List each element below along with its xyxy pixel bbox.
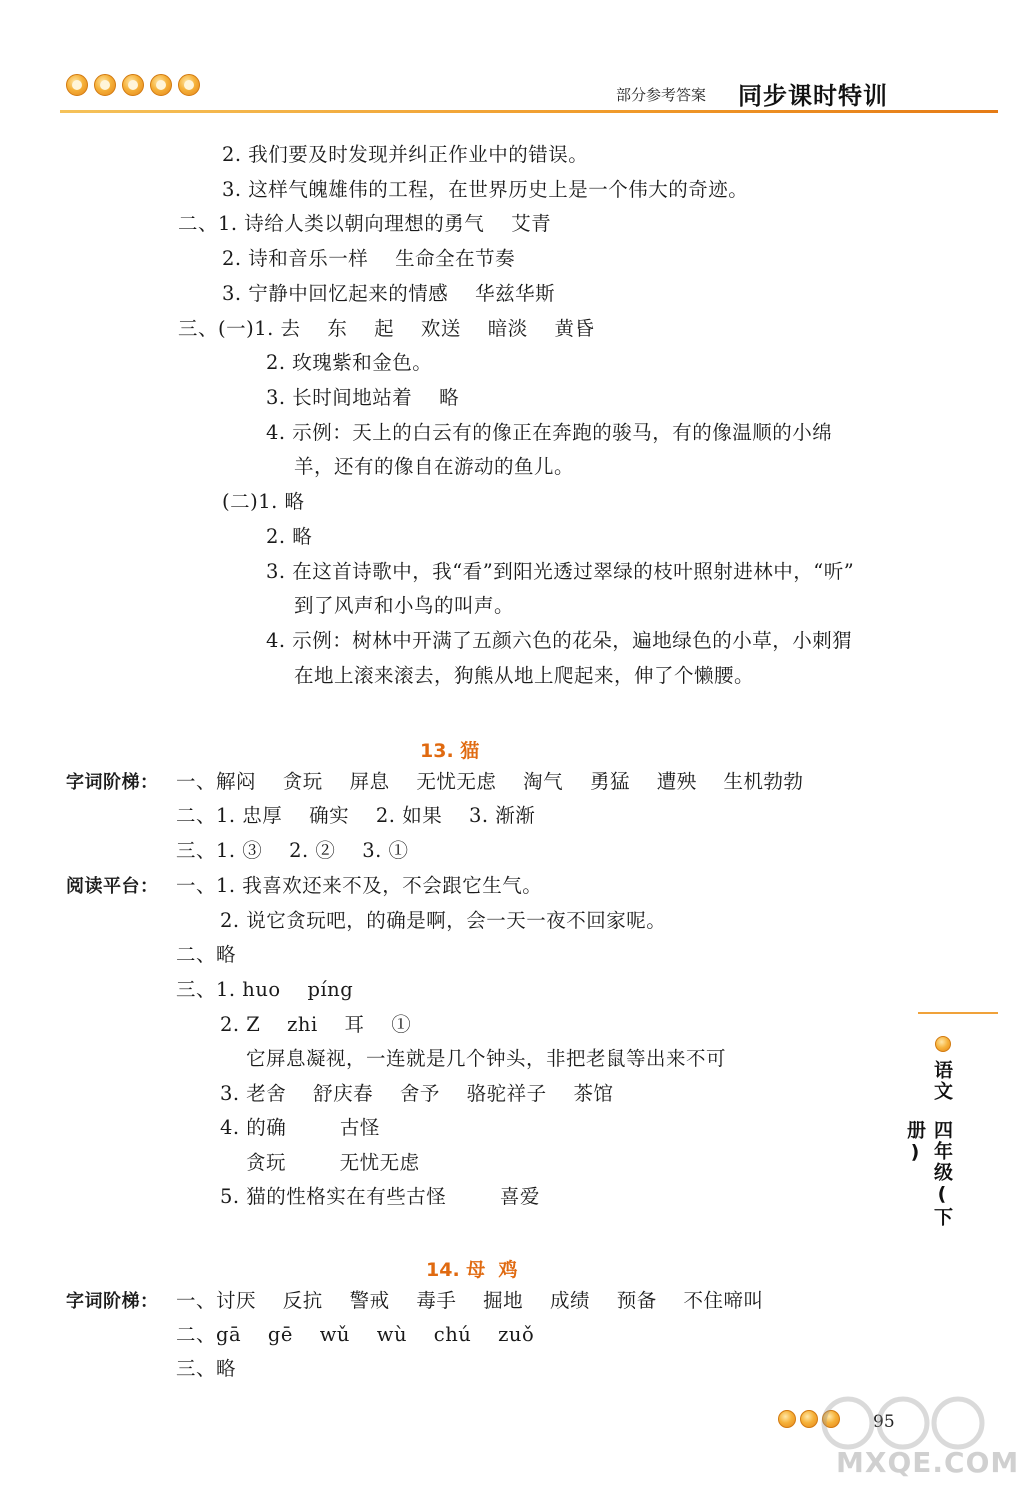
answer-line: 3. 宁静中回忆起来的情感 华兹华斯 — [222, 282, 556, 305]
answer-line: 贪玩 无忧无虑 — [246, 1151, 420, 1174]
answer-line: 二、1. 忠厚 确实 2. 如果 3. 渐渐 — [176, 804, 536, 827]
answer-line: 一、解闷 贪玩 屏息 无忧无虑 淘气 勇猛 遭殃 生机勃勃 — [176, 770, 804, 793]
page-number: 95 — [873, 1412, 895, 1432]
section-label — [66, 772, 159, 792]
answer-line: 到了风声和小鸟的叫声。 — [294, 594, 515, 617]
answer-line: 在地上滚来滚去，狗熊从地上爬起来，伸了个懒腰。 — [294, 664, 755, 687]
answer-line: 羊，还有的像自在游动的鱼儿。 — [294, 455, 575, 478]
decor-dot-icon — [66, 74, 88, 96]
answer-line: 4. 的确 古怪 — [220, 1116, 380, 1139]
answer-line: 三、略 — [176, 1357, 237, 1380]
header-dots — [66, 74, 200, 96]
header-divider — [60, 110, 998, 113]
answer-line: 三、1. ③ 2. ② 3. ① — [176, 839, 409, 862]
sidebar-subject: 语文 — [931, 1060, 953, 1102]
answer-line: 2. 说它贪玩吧，的确是啊，会一天一夜不回家呢。 — [220, 909, 667, 932]
answer-line: 5. 猫的性格实在有些古怪 喜爱 — [220, 1185, 540, 1208]
section-label — [66, 876, 159, 896]
answer-line: 4. 示例：天上的白云有的像正在奔跑的骏马，有的像温顺的小绵 — [266, 421, 833, 444]
sidebar-grade: 四年级(下册) — [904, 1120, 953, 1228]
answer-line: 3. 老舍 舒庆春 舍予 骆驼祥子 茶馆 — [220, 1082, 614, 1105]
answer-line: 二、gā gē wǔ wù chú zuǒ — [176, 1323, 535, 1346]
watermark-text: MXQE.COM — [836, 1446, 1019, 1479]
section-title-14: 14. 母 鸡 — [426, 1259, 518, 1281]
header-subtitle: 部分参考答案 — [616, 86, 707, 104]
decor-dot-icon — [778, 1410, 796, 1428]
decor-dot-icon — [150, 74, 172, 96]
label-ciyu: 字词阶梯： — [66, 1291, 159, 1312]
answer-line: 三、1. huo píng — [176, 978, 354, 1001]
answer-line: 一、1. 我喜欢还来不及，不会跟它生气。 — [176, 874, 543, 897]
answer-line: 3. 在这首诗歌中，我“看”到阳光透过翠绿的枝叶照射进林中，“听” — [266, 560, 855, 583]
decor-dot-icon — [178, 74, 200, 96]
answer-line: 一、讨厌 反抗 警戒 毒手 掘地 成绩 预备 不住啼叫 — [176, 1289, 764, 1312]
section-label — [66, 1291, 159, 1311]
label-yuedu: 阅读平台： — [66, 876, 159, 897]
answer-line: 2. 玫瑰紫和金色。 — [266, 351, 433, 374]
answer-line: 2. 诗和音乐一样 生命全在节奏 — [222, 247, 516, 270]
answer-line: 2. 我们要及时发现并纠正作业中的错误。 — [222, 143, 589, 166]
answer-line: 4. 示例：树林中开满了五颜六色的花朵，遍地绿色的小草，小刺猬 — [266, 629, 853, 652]
sidebar-dot-icon — [935, 1036, 951, 1052]
answer-line: 2. Z zhi 耳 ① — [220, 1013, 412, 1036]
decor-dot-icon — [800, 1410, 818, 1428]
decor-dot-icon — [94, 74, 116, 96]
answer-line: 二、略 — [176, 943, 237, 966]
label-ciyu: 字词阶梯： — [66, 772, 159, 793]
answer-line: 3. 长时间地站着 略 — [266, 386, 460, 409]
answer-line: 它屏息凝视，一连就是几个钟头，非把老鼠等出来不可 — [246, 1047, 727, 1070]
answer-line: 三、(一)1. 去 东 起 欢送 暗淡 黄昏 — [178, 317, 595, 340]
section-title-13: 13. 猫 — [420, 740, 480, 762]
answer-line: 二、1. 诗给人类以朝向理想的勇气 艾青 — [178, 212, 552, 235]
answer-line: (二)1. 略 — [222, 490, 305, 513]
decor-dot-icon — [122, 74, 144, 96]
sidebar-divider — [918, 1012, 998, 1014]
header-title: 同步课时特训 — [738, 82, 888, 110]
answer-line: 3. 这样气魄雄伟的工程，在世界历史上是一个伟大的奇迹。 — [222, 178, 749, 201]
answer-line: 2. 略 — [266, 525, 313, 548]
